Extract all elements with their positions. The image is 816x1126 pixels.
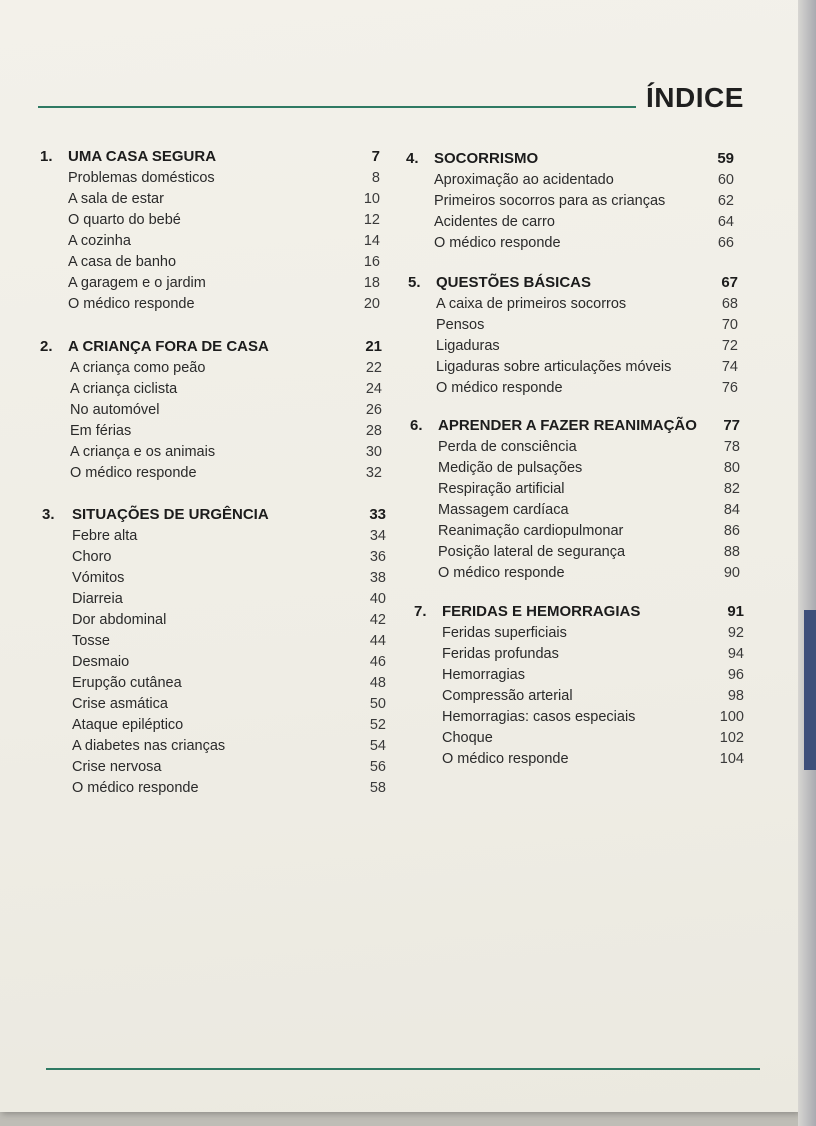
entry-page: 74 [721,359,738,375]
toc-entry [410,502,740,523]
entry-label: A garagem e o jardim [68,275,206,291]
toc-entry [406,193,734,214]
section-title: SOCORRISMO [434,150,539,167]
entry-label: Medição de pulsações [438,460,583,476]
toc-entry [42,591,386,612]
toc-entry [40,465,382,486]
entry-page: 12 [363,212,380,228]
entry-label: A diabetes nas crianças [72,738,226,754]
toc-entry [40,296,380,317]
entry-label: O médico responde [438,565,565,581]
section-heading [414,603,744,625]
entry-page: 8 [371,170,380,186]
toc-entry [42,780,386,801]
section-page: 33 [369,506,386,523]
entry-label: Ligaduras sobre articulações móveis [436,359,672,375]
section-heading [410,417,740,439]
entry-label: Ataque epiléptico [72,717,184,733]
entry-label: Feridas superficiais [442,625,567,641]
entry-label: Pensos [436,317,485,333]
entry-page: 72 [721,338,738,354]
entry-label: Feridas profundas [442,646,559,662]
entry-page: 94 [727,646,744,662]
entry-label: Hemorragias [442,667,525,683]
entry-page: 88 [723,544,740,560]
entry-page: 24 [365,381,382,397]
entry-label: Dor abdominal [72,612,167,628]
toc-entry [40,170,380,191]
section-number: 3. [42,506,55,523]
entry-label: Hemorragias: casos especiais [442,709,636,725]
toc-entry [42,717,386,738]
entry-label: Problemas domésticos [68,170,215,186]
toc-entry [42,738,386,759]
toc-entry [414,667,744,688]
toc-entry [406,214,734,235]
entry-page: 98 [727,688,744,704]
entry-label: O médico responde [68,296,195,312]
toc-section-4 [406,150,734,256]
toc-section-5 [408,274,738,401]
entry-label: Ligaduras [436,338,500,354]
entry-label: Posição lateral de segurança [438,544,626,560]
entry-label: A sala de estar [68,191,164,207]
entry-label: A criança como peão [70,360,206,376]
section-heading [406,150,734,172]
section-heading [40,148,380,170]
entry-label: Choque [442,730,493,746]
entry-page: 10 [363,191,380,207]
entry-page: 40 [369,591,386,607]
section-page: 59 [717,150,734,167]
toc-entry [414,646,744,667]
toc-entry [42,759,386,780]
toc-entry [410,439,740,460]
toc-entry [40,233,380,254]
toc-entry [42,528,386,549]
toc-entry [40,275,380,296]
entry-page: 48 [369,675,386,691]
toc-entry [40,212,380,233]
entry-page: 16 [363,254,380,270]
toc-entry [408,317,738,338]
entry-page: 62 [717,193,734,209]
section-number: 1. [40,148,53,165]
toc-entry [408,359,738,380]
section-page: 21 [365,338,382,355]
entry-label: Compressão arterial [442,688,573,704]
toc-entry [40,191,380,212]
section-title: QUESTÕES BÁSICAS [436,274,592,291]
entry-page: 90 [723,565,740,581]
entry-label: Acidentes de carro [434,214,555,230]
toc-entry [410,565,740,586]
entry-label: Primeiros socorros para as crianças [434,193,666,209]
toc-entry [42,675,386,696]
entry-label: O quarto do bebé [68,212,181,228]
entry-page: 92 [727,625,744,641]
toc-entry [410,544,740,565]
entry-label: Respiração artificial [438,481,565,497]
footer-rule [46,1068,760,1070]
entry-label: A cozinha [68,233,131,249]
toc-entry [42,654,386,675]
toc-entry [42,549,386,570]
section-heading [408,274,738,296]
entry-label: A caixa de primeiros socorros [436,296,627,312]
entry-page: 14 [363,233,380,249]
entry-label: Vómitos [72,570,125,586]
toc-section-2 [40,338,382,486]
section-page: 91 [727,603,744,620]
entry-page: 38 [369,570,386,586]
section-number: 2. [40,338,53,355]
section-heading [42,506,386,528]
entry-label: O médico responde [72,780,199,796]
toc-entry [408,338,738,359]
entry-label: O médico responde [434,235,561,251]
page-title: ÍNDICE [646,82,744,113]
section-title: UMA CASA SEGURA [68,148,217,165]
section-title: A CRIANÇA FORA DE CASA [68,338,269,355]
entry-label: Aproximação ao acidentado [434,172,614,188]
toc-entry [40,444,382,465]
entry-page: 28 [365,423,382,439]
entry-page: 60 [717,172,734,188]
entry-page: 64 [717,214,734,230]
entry-page: 42 [369,612,386,628]
entry-page: 18 [363,275,380,291]
entry-label: Erupção cutânea [72,675,182,691]
section-number: 5. [408,274,421,291]
entry-label: Crise nervosa [72,759,162,775]
toc-entry [406,235,734,256]
entry-page: 102 [719,730,744,746]
toc-entry [40,254,380,275]
toc-entry [42,570,386,591]
entry-label: A criança e os animais [70,444,216,460]
entry-page: 56 [369,759,386,775]
toc-entry [414,688,744,709]
entry-page: 30 [365,444,382,460]
entry-label: O médico responde [70,465,197,481]
entry-page: 58 [369,780,386,796]
entry-label: A criança ciclista [70,381,178,397]
entry-page: 96 [727,667,744,683]
entry-page: 100 [719,709,744,725]
section-page: 77 [723,417,740,434]
book-edge [798,0,816,1126]
toc-entry [410,460,740,481]
entry-page: 20 [363,296,380,312]
toc-entry [40,360,382,381]
entry-page: 36 [369,549,386,565]
section-page: 7 [371,148,380,165]
entry-page: 68 [721,296,738,312]
section-number: 7. [414,603,427,620]
toc-section-1 [40,148,380,317]
toc-entry [410,523,740,544]
toc-section-7 [414,603,744,772]
section-number: 6. [410,417,423,434]
toc-entry [406,172,734,193]
book-edge-color [804,610,816,770]
toc-entry [414,751,744,772]
entry-label: Diarreia [72,591,123,607]
entry-label: O médico responde [442,751,569,767]
entry-label: A casa de banho [68,254,177,270]
header-rule [38,106,636,108]
entry-label: Em férias [70,423,132,439]
toc-entry [414,709,744,730]
entry-page: 52 [369,717,386,733]
section-heading [40,338,382,360]
entry-page: 84 [723,502,740,518]
section-page: 67 [721,274,738,291]
entry-label: No automóvel [70,402,160,418]
entry-page: 104 [719,751,744,767]
entry-label: O médico responde [436,380,563,396]
toc-entry [410,481,740,502]
toc-entry [414,730,744,751]
toc-entry [414,625,744,646]
entry-page: 32 [365,465,382,481]
entry-page: 50 [369,696,386,712]
entry-label: Massagem cardíaca [438,502,569,518]
entry-label: Desmaio [72,654,130,670]
toc-entry [408,380,738,401]
section-number: 4. [406,150,419,167]
toc-entry [408,296,738,317]
toc-entry [42,612,386,633]
section-title: FERIDAS E HEMORRAGIAS [442,603,641,620]
entry-page: 76 [721,380,738,396]
section-title: APRENDER A FAZER REANIMAÇÃO [438,417,697,434]
entry-page: 66 [717,235,734,251]
entry-page: 54 [369,738,386,754]
section-title: SITUAÇÕES DE URGÊNCIA [72,506,269,523]
entry-page: 78 [723,439,740,455]
entry-label: Febre alta [72,528,138,544]
toc-section-3 [42,506,386,801]
entry-label: Choro [72,549,112,565]
entry-page: 26 [365,402,382,418]
entry-label: Tosse [72,633,110,649]
entry-label: Crise asmática [72,696,168,712]
toc-entry [42,633,386,654]
entry-page: 22 [365,360,382,376]
toc-entry [42,696,386,717]
entry-page: 70 [721,317,738,333]
entry-page: 46 [369,654,386,670]
entry-page: 34 [369,528,386,544]
toc-section-6 [410,417,740,586]
entry-label: Perda de consciência [438,439,577,455]
toc-entry [40,423,382,444]
toc-entry [40,381,382,402]
entry-page: 86 [723,523,740,539]
entry-page: 82 [723,481,740,497]
toc-entry [40,402,382,423]
entry-page: 44 [369,633,386,649]
entry-page: 80 [723,460,740,476]
entry-label: Reanimação cardiopulmonar [438,523,624,539]
